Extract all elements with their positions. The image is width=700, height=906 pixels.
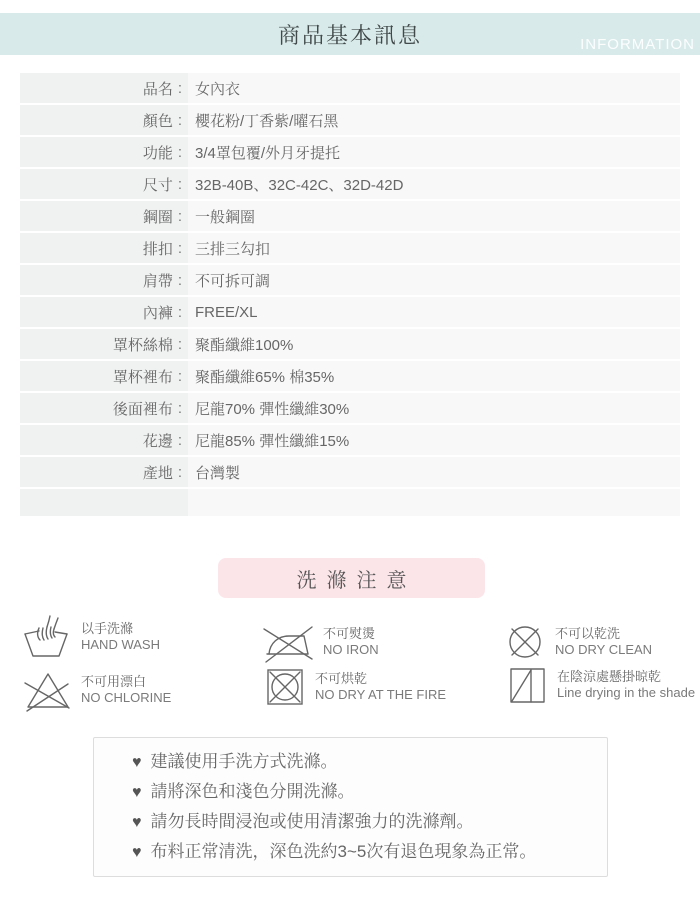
product-spec-table <box>20 73 680 518</box>
no-tumble-dry-icon <box>264 666 306 708</box>
table-row <box>20 137 680 169</box>
label-separator: : <box>177 335 182 353</box>
row-label: 產地 : <box>20 457 188 487</box>
wash-section-title: 洗滌注意 <box>296 569 417 592</box>
wash-label-en: NO CHLORINE <box>81 690 172 705</box>
row-value: 女內衣 <box>188 73 680 103</box>
row-value: 3/4罩包覆/外月牙提托 <box>188 137 680 167</box>
row-value: 尼龍85% 彈性纖維15% <box>188 425 680 455</box>
label-separator: : <box>177 175 182 193</box>
no-dry-clean-icon <box>504 621 546 663</box>
row-value <box>188 489 680 516</box>
wash-item-no-dry-clean <box>504 621 652 663</box>
product-table-body <box>20 73 680 489</box>
table-row <box>20 393 680 425</box>
table-row <box>20 329 680 361</box>
wash-item-no-iron <box>262 621 379 663</box>
label-separator: : <box>177 431 182 449</box>
no-chlorine-icon <box>24 668 72 712</box>
header-band <box>0 13 700 55</box>
table-row <box>20 201 680 233</box>
wash-label-en: NO DRY AT THE FIRE <box>315 687 446 702</box>
wash-label-en: NO DRY CLEAN <box>555 642 653 657</box>
care-note-line: ♥ 布料正常清洗，深色洗約3~5次有退色現象為正常。 <box>132 842 537 861</box>
row-label: 罩杯裡布 : <box>20 361 188 391</box>
heart-bullet-icon: ♥ <box>132 784 142 801</box>
wash-label-en: HAND WASH <box>81 637 160 652</box>
hand-wash-icon <box>22 614 72 660</box>
wash-label-zh: 不可熨燙 <box>323 626 376 641</box>
row-label: 罩杯絲棉 : <box>20 329 188 359</box>
row-label: 後面裡布 : <box>20 393 188 423</box>
information-watermark: INFORMATION <box>580 36 695 53</box>
row-value: 櫻花粉/丁香紫/曜石黑 <box>188 105 680 135</box>
row-label: 品名 : <box>20 73 188 103</box>
label-separator: : <box>177 367 182 385</box>
wash-label-zh: 不可烘乾 <box>315 671 368 686</box>
label-separator: : <box>177 399 182 417</box>
table-row <box>20 73 680 105</box>
label-separator: : <box>177 207 182 225</box>
table-row <box>20 425 680 457</box>
label-separator: : <box>177 239 182 257</box>
row-value: 聚酯纖維100% <box>188 329 680 359</box>
row-value: 尼龍70% 彈性纖維30% <box>188 393 680 423</box>
care-note-line: ♥ 請將深色和淺色分開洗滌。 <box>132 782 355 801</box>
row-label: 花邊 : <box>20 425 188 455</box>
wash-item-shade-dry <box>506 664 695 706</box>
label-separator: : <box>177 111 182 129</box>
wash-label-en: Line drying in the shade <box>557 685 696 700</box>
row-label: 尺寸 : <box>20 169 188 199</box>
table-row <box>20 361 680 393</box>
heart-bullet-icon: ♥ <box>132 754 142 771</box>
table-row <box>20 265 680 297</box>
row-label: 鋼圈 : <box>20 201 188 231</box>
wash-item-no-chlorine <box>24 668 171 712</box>
row-value: 聚酯纖維65% 棉35% <box>188 361 680 391</box>
row-label: 內褲 : <box>20 297 188 327</box>
table-row-empty <box>20 489 680 518</box>
label-separator: : <box>177 143 182 161</box>
wash-item-no-tumble-dry <box>264 666 446 708</box>
row-value: 32B-40B、32C-42C、32D-42D <box>188 169 680 199</box>
page-title: 商品基本訊息 <box>277 22 422 48</box>
row-label: 排扣 : <box>20 233 188 263</box>
row-value: 台灣製 <box>188 457 680 487</box>
table-row <box>20 233 680 265</box>
row-value: 一般鋼圈 <box>188 201 680 231</box>
table-row <box>20 105 680 137</box>
row-label: 肩帶 : <box>20 265 188 295</box>
no-iron-icon <box>262 621 314 663</box>
wash-label-en: NO IRON <box>323 642 379 657</box>
row-value: 不可拆可調 <box>188 265 680 295</box>
wash-item-hand-wash <box>22 614 160 660</box>
table-row <box>20 297 680 329</box>
label-separator: : <box>177 303 182 321</box>
heart-bullet-icon: ♥ <box>132 814 142 831</box>
label-separator: : <box>177 463 182 481</box>
wash-label-zh: 在陰涼處懸掛晾乾 <box>557 669 662 684</box>
care-note-line: ♥ 請勿長時間浸泡或使用清潔強力的洗滌劑。 <box>132 812 474 831</box>
table-row <box>20 457 680 489</box>
wash-label-zh: 以手洗滌 <box>81 621 134 636</box>
wash-label-zh: 不可以乾洗 <box>555 626 621 641</box>
row-label: 功能 : <box>20 137 188 167</box>
row-label: 顏色 : <box>20 105 188 135</box>
care-note-line: ♥ 建議使用手洗方式洗滌。 <box>132 752 338 771</box>
label-separator: : <box>177 79 182 97</box>
label-separator: : <box>177 271 182 289</box>
shade-dry-icon <box>506 664 548 706</box>
wash-section-title-box <box>218 558 485 598</box>
heart-bullet-icon: ♥ <box>132 844 142 861</box>
row-value: 三排三勾扣 <box>188 233 680 263</box>
row-label <box>20 489 188 516</box>
care-notes-box <box>93 737 608 877</box>
row-value: FREE/XL <box>188 297 680 327</box>
wash-label-zh: 不可用漂白 <box>81 674 147 689</box>
table-row <box>20 169 680 201</box>
